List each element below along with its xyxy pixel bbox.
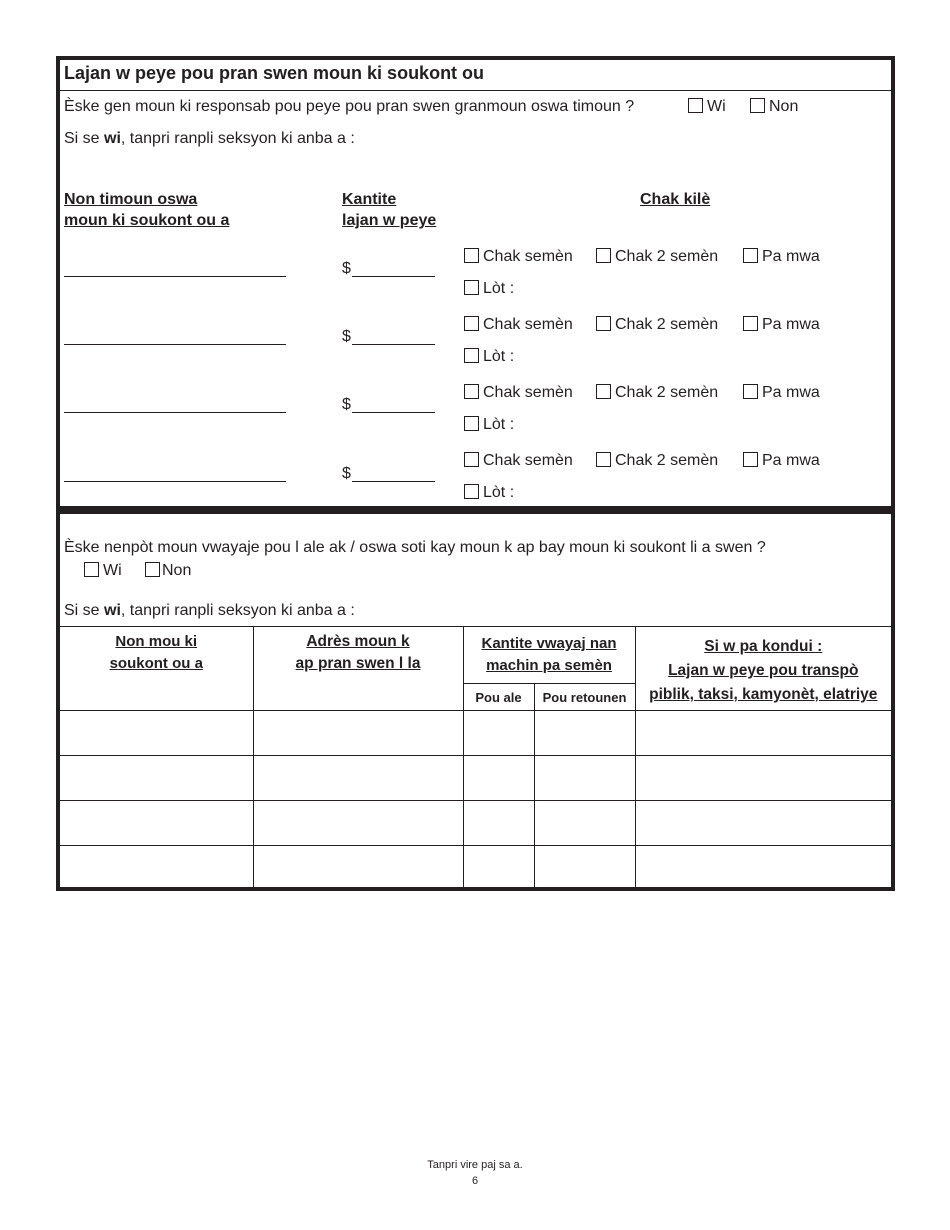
page-number: 6	[471, 1175, 479, 1187]
checkbox[interactable]	[464, 384, 479, 399]
cost-cell[interactable]	[635, 846, 891, 888]
header-trips-back: Pou retounen	[534, 684, 635, 711]
monthly-option[interactable]: Pa mwa	[743, 316, 820, 334]
checkbox[interactable]	[750, 98, 765, 113]
payment-no-option[interactable]: Non	[750, 98, 798, 116]
travel-question: Èske nenpòt moun vwayaje pou l ale ak / oswa soti kay moun k ap bay moun ki soukont li a swen ?	[64, 539, 766, 556]
biweekly-option[interactable]: Chak 2 semèn	[596, 248, 718, 266]
amount-input-line[interactable]	[352, 412, 435, 413]
weekly-option[interactable]: Chak semèn	[464, 316, 573, 334]
name-input-line[interactable]	[64, 481, 286, 482]
table-row	[60, 756, 891, 801]
other-option[interactable]: Lòt :	[464, 484, 514, 502]
checkbox[interactable]	[596, 316, 611, 331]
section-title: Lajan w peye pou pran swen moun ki soukont ou	[64, 63, 485, 83]
travel-table	[60, 626, 891, 888]
footer-note: Tanpri vire paj sa a.	[427, 1159, 523, 1171]
checkbox[interactable]	[145, 562, 160, 577]
address-cell[interactable]	[253, 711, 463, 756]
name-cell[interactable]	[60, 756, 253, 801]
name-input-line[interactable]	[64, 344, 286, 345]
col-header-frequency: Chak kilè	[640, 191, 711, 208]
table-row	[60, 846, 891, 888]
trips-go-cell[interactable]	[463, 846, 534, 888]
address-cell[interactable]	[253, 801, 463, 846]
cost-cell[interactable]	[635, 756, 891, 801]
checkbox[interactable]	[464, 348, 479, 363]
name-cell[interactable]	[60, 801, 253, 846]
cost-cell[interactable]	[635, 711, 891, 756]
if-yes-instruction: Si se wi, tanpri ranpli seksyon ki anba a :	[64, 130, 355, 147]
checkbox[interactable]	[464, 484, 479, 499]
amount-input-line[interactable]	[352, 276, 435, 277]
checkbox[interactable]	[743, 248, 758, 263]
checkbox[interactable]	[596, 384, 611, 399]
name-cell[interactable]	[60, 846, 253, 888]
monthly-option[interactable]: Pa mwa	[743, 452, 820, 470]
dollar-sign: $	[342, 328, 351, 345]
header-trips-go: Pou ale	[463, 684, 534, 711]
name-input-line[interactable]	[64, 412, 286, 413]
table-row	[60, 711, 891, 756]
payment-yes-option[interactable]: Wi	[688, 98, 726, 116]
header-cost: Si w pa kondui : Lajan w peye pou transpò piblik, taksi, kamyonèt, elatriye	[635, 627, 891, 711]
trips-go-cell[interactable]	[463, 801, 534, 846]
monthly-option[interactable]: Pa mwa	[743, 248, 820, 266]
address-cell[interactable]	[253, 846, 463, 888]
trips-back-cell[interactable]	[534, 756, 635, 801]
amount-input-line[interactable]	[352, 344, 435, 345]
dollar-sign: $	[342, 396, 351, 413]
header-trips: Kantite vwayaj nan machin pa semèn	[463, 627, 635, 684]
weekly-option[interactable]: Chak semèn	[464, 452, 573, 470]
travel-if-yes-instruction: Si se wi, tanpri ranpli seksyon ki anba a :	[64, 602, 355, 619]
trips-back-cell[interactable]	[534, 846, 635, 888]
trips-back-cell[interactable]	[534, 801, 635, 846]
biweekly-option[interactable]: Chak 2 semèn	[596, 316, 718, 334]
monthly-option[interactable]: Pa mwa	[743, 384, 820, 402]
trips-go-cell[interactable]	[463, 711, 534, 756]
other-option[interactable]: Lòt :	[464, 416, 514, 434]
checkbox[interactable]	[464, 280, 479, 295]
address-cell[interactable]	[253, 756, 463, 801]
payment-question: Èske gen moun ki responsab pou peye pou pran swen granmoun oswa timoun ?	[64, 98, 635, 115]
travel-no-option[interactable]: Non	[145, 562, 191, 580]
divider	[60, 90, 891, 91]
other-option[interactable]: Lòt :	[464, 348, 514, 366]
col-header-name: Non timoun oswa moun ki soukont ou a	[64, 191, 230, 229]
amount-input-line[interactable]	[352, 481, 435, 482]
header-name: Non mou ki soukont ou a	[60, 627, 253, 711]
table-row	[60, 801, 891, 846]
trips-back-cell[interactable]	[534, 711, 635, 756]
checkbox[interactable]	[743, 452, 758, 467]
checkbox[interactable]	[688, 98, 703, 113]
cost-cell[interactable]	[635, 801, 891, 846]
other-option[interactable]: Lòt :	[464, 280, 514, 298]
checkbox[interactable]	[464, 416, 479, 431]
header-address: Adrès moun k ap pran swen l la	[253, 627, 463, 711]
weekly-option[interactable]: Chak semèn	[464, 248, 573, 266]
name-input-line[interactable]	[64, 276, 286, 277]
checkbox[interactable]	[464, 452, 479, 467]
trips-go-cell[interactable]	[463, 756, 534, 801]
travel-yes-option[interactable]: Wi	[84, 562, 122, 580]
checkbox[interactable]	[464, 316, 479, 331]
biweekly-option[interactable]: Chak 2 semèn	[596, 452, 718, 470]
dollar-sign: $	[342, 465, 351, 482]
checkbox[interactable]	[84, 562, 99, 577]
checkbox[interactable]	[743, 384, 758, 399]
name-cell[interactable]	[60, 711, 253, 756]
dollar-sign: $	[342, 260, 351, 277]
col-header-amount: Kantite lajan w peye	[342, 191, 437, 229]
checkbox[interactable]	[464, 248, 479, 263]
checkbox[interactable]	[743, 316, 758, 331]
biweekly-option[interactable]: Chak 2 semèn	[596, 384, 718, 402]
checkbox[interactable]	[596, 248, 611, 263]
weekly-option[interactable]: Chak semèn	[464, 384, 573, 402]
checkbox[interactable]	[596, 452, 611, 467]
